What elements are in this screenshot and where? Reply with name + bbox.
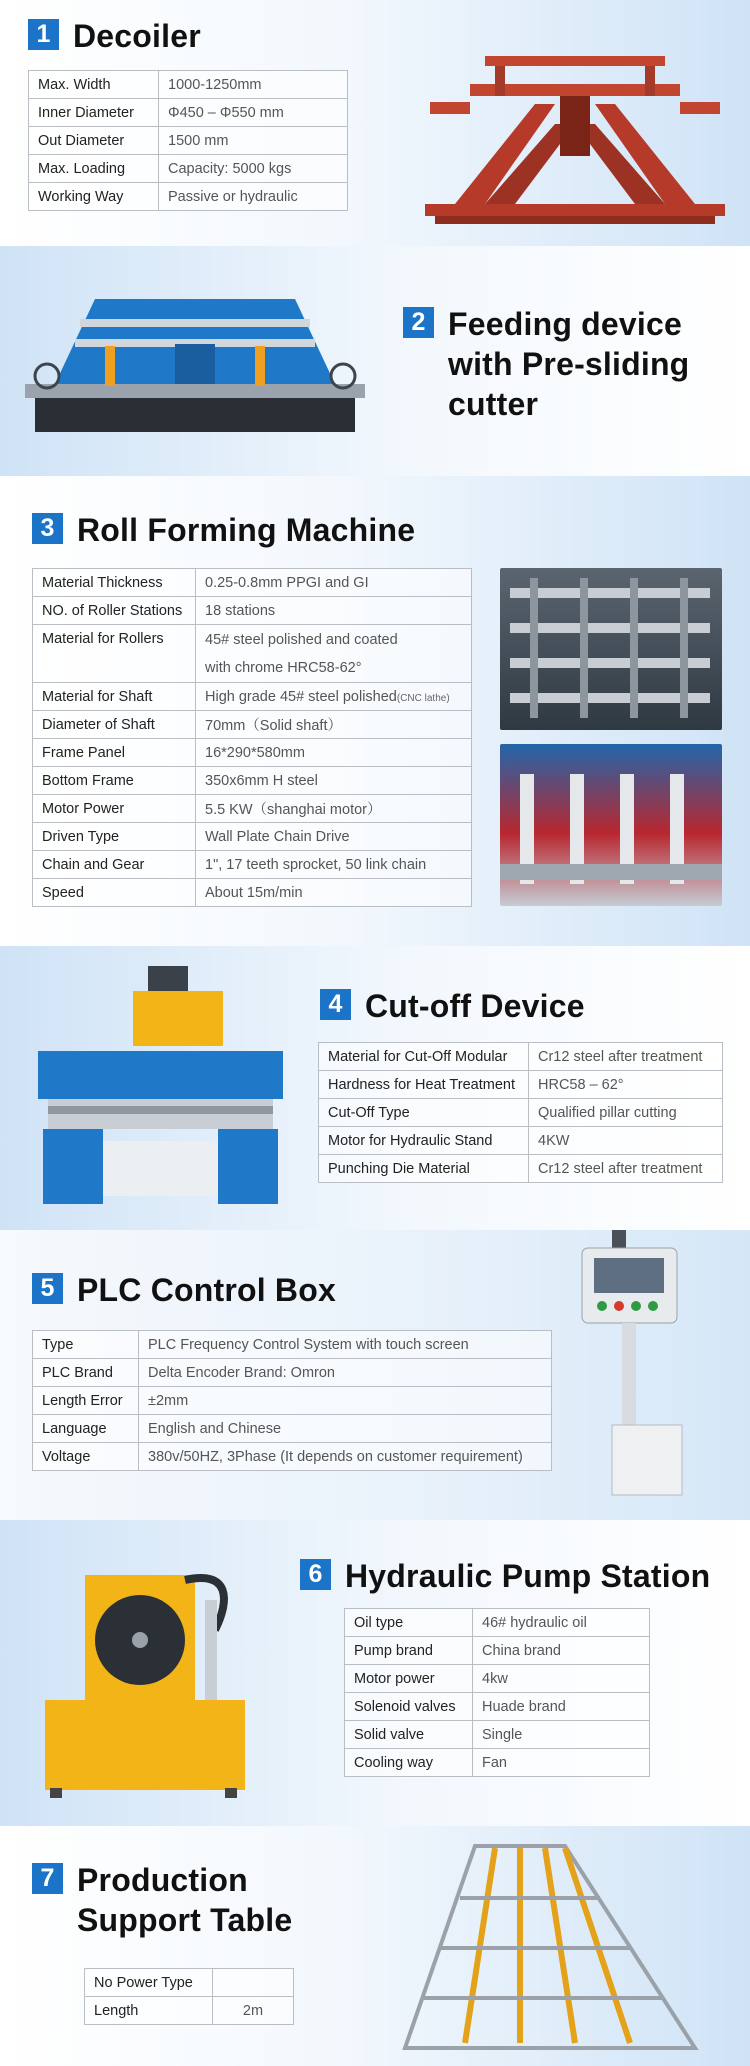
- section-title: PLC Control Box: [77, 1272, 336, 1308]
- table-row: Hardness for Heat Treatment HRC58 – 62°: [319, 1071, 723, 1099]
- table-row: Speed About 15m/min: [33, 879, 472, 907]
- decoiler-spec-table: [28, 70, 348, 211]
- section-support-table: [0, 1826, 750, 2066]
- table-row: Solenoid valves Huade brand: [345, 1693, 650, 1721]
- section-plc: [0, 1230, 750, 1520]
- table-row: Max. Loading Capacity: 5000 kgs: [29, 155, 348, 183]
- table-row: Type PLC Frequency Control System with touch screen: [33, 1331, 552, 1359]
- table-row: Voltage 380v/50HZ, 3Phase (It depends on customer requirement): [33, 1443, 552, 1471]
- table-row: Solid valve Single: [345, 1721, 650, 1749]
- section-title: Decoiler: [73, 18, 201, 54]
- section-hydraulic: [0, 1520, 750, 1826]
- support-heading: [32, 1860, 292, 1940]
- feeding-device-image: [25, 284, 365, 444]
- table-row: Chain and Gear 1", 17 teeth sprocket, 50 link chain: [33, 851, 472, 879]
- table-row: Length 2m: [85, 1997, 294, 2025]
- roll-forming-spec-table: [32, 568, 472, 907]
- section-number: 5: [32, 1273, 63, 1304]
- plc-heading: [32, 1270, 336, 1310]
- table-row: No Power Type: [85, 1969, 294, 1997]
- section-cutoff: [0, 946, 750, 1230]
- support-spec-table: [84, 1968, 294, 2025]
- table-row: Working Way Passive or hydraulic: [29, 183, 348, 211]
- support-table-image: [395, 1838, 725, 2058]
- plc-control-box-image: [572, 1230, 687, 1500]
- table-row: Max. Width 1000-1250mm: [29, 71, 348, 99]
- table-row: Cut-Off Type Qualified pillar cutting: [319, 1099, 723, 1127]
- table-row: Frame Panel 16*290*580mm: [33, 739, 472, 767]
- table-row: Out Diameter 1500 mm: [29, 127, 348, 155]
- table-row: Bottom Frame 350x6mm H steel: [33, 767, 472, 795]
- section-title: Cut-off Device: [365, 988, 585, 1024]
- hydraulic-pump-image: [45, 1560, 255, 1800]
- hydraulic-spec-table: [344, 1608, 650, 1777]
- section-roll-forming: [0, 476, 750, 946]
- table-row: Material for Cut-Off Modular Cr12 steel after treatment: [319, 1043, 723, 1071]
- decoiler-heading: [28, 16, 201, 56]
- feeding-heading: [403, 304, 689, 424]
- section-feeding: [0, 246, 750, 476]
- section-title: Hydraulic Pump Station: [345, 1558, 711, 1594]
- cutoff-device-image: [38, 966, 288, 1206]
- cutoff-spec-table: [318, 1042, 723, 1183]
- section-number: 6: [300, 1559, 331, 1590]
- roll-forming-heading: [32, 510, 415, 550]
- table-row: Motor power 4kw: [345, 1665, 650, 1693]
- table-row: Motor Power 5.5 KW（shanghai motor）: [33, 795, 472, 823]
- table-row: Material for Rollers 45# steel polished and coated with chrome HRC58-62°: [33, 625, 472, 683]
- section-number: 1: [28, 19, 59, 50]
- section-number: 2: [403, 307, 434, 338]
- section-number: 3: [32, 513, 63, 544]
- roller-closeup-photo: [500, 744, 722, 906]
- table-row: Length Error ±2mm: [33, 1387, 552, 1415]
- table-row: Diameter of Shaft 70mm（Solid shaft）: [33, 711, 472, 739]
- decoiler-image: [425, 44, 725, 234]
- section-number: 4: [320, 989, 351, 1020]
- table-row: Punching Die Material Cr12 steel after treatment: [319, 1155, 723, 1183]
- section-title: Production Support Table: [77, 1862, 293, 1938]
- table-row: Driven Type Wall Plate Chain Drive: [33, 823, 472, 851]
- cutoff-heading: [320, 986, 585, 1026]
- hydraulic-heading: [300, 1556, 710, 1596]
- plc-spec-table: [32, 1330, 552, 1471]
- roller-stations-photo: [500, 568, 722, 730]
- table-row: Cooling way Fan: [345, 1749, 650, 1777]
- section-title: Roll Forming Machine: [77, 512, 416, 548]
- table-row: Inner Diameter Φ450 – Φ550 mm: [29, 99, 348, 127]
- section-number: 7: [32, 1863, 63, 1894]
- section-decoiler: [0, 0, 750, 246]
- table-row: Pump brand China brand: [345, 1637, 650, 1665]
- table-row: Language English and Chinese: [33, 1415, 552, 1443]
- table-row: Material for Shaft High grade 45# steel polished(CNC lathe): [33, 683, 472, 711]
- section-title: Feeding device with Pre-sliding cutter: [448, 306, 690, 422]
- table-row: NO. of Roller Stations 18 stations: [33, 597, 472, 625]
- table-row: PLC Brand Delta Encoder Brand: Omron: [33, 1359, 552, 1387]
- table-row: Material Thickness 0.25-0.8mm PPGI and GI: [33, 569, 472, 597]
- table-row: Oil type 46# hydraulic oil: [345, 1609, 650, 1637]
- table-row: Motor for Hydraulic Stand 4KW: [319, 1127, 723, 1155]
